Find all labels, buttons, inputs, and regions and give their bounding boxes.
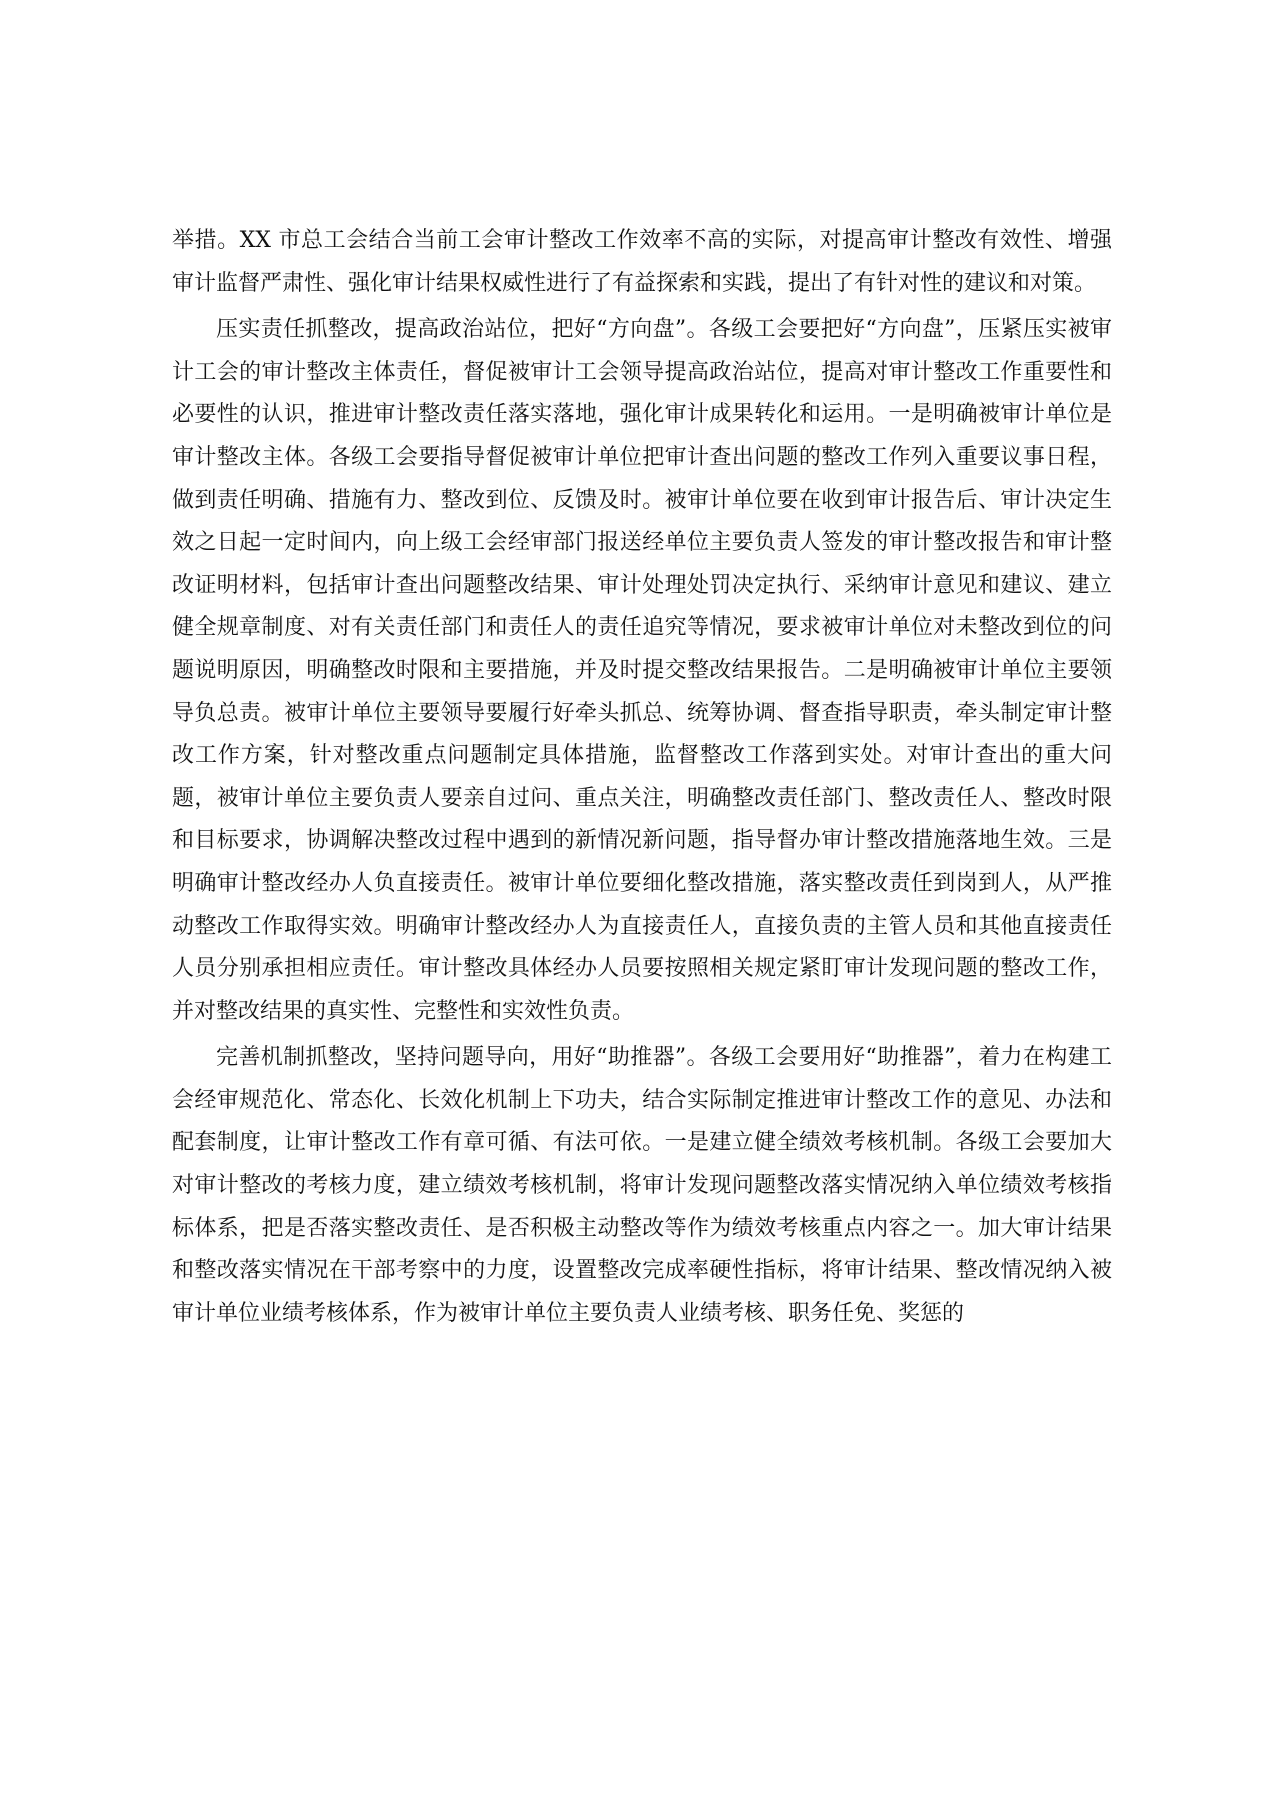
paragraph-intro-continuation: 举措。XX 市总工会结合当前工会审计整改工作效率不高的实际，对提高审计整改有效性、增强审计监督严肃性、强化审计结果权威性进行了有益探索和实践，提出了有针对性的建议和对策。 [172,228,1112,296]
paragraph-responsibility: 压实责任抓整改，提高政治站位，把好“方向盘”。各级工会要把好“方向盘”，压紧压实被审计工会的审计整改主体责任，督促被审计工会领导提高政治站位，提高对审计整改工作重要性和必要性的认识，推进审计整改责任落实落地，强化审计成果转化和运用。一是明确被审计单位是审计整改主体。各级工会要指导督促被审计单位把审计查出问题的整改工作列入重要议事日程，做到责任明确、措施有力、整改到位、反馈及时。被审计单位要在收到审计报告后、审计决定生效之日起一定时间内，向上级工会经审部门报送经单位主要负责人签发的审计整改报告和审计整改证明材料，包括审计查出问题整改结果、审计处理处罚决定执行、采纳审计意见和建议、建立健全规章制度、对有关责任部门和责任人的责任追究等情况，要求被审计单位对未整改到位的问题说明原因，明确整改时限和主要措施，并及时提交整改结果报告。二是明确被审计单位主要领导负总责。被审计单位主要领导要履行好牵头抓总、统筹协调、督查指导职责，牵头制定审计整改工作方案，针对整改重点问题制定具体措施，监督整改工作落到实处。对审计查出的重大问题，被审计单位主要负责人要亲自过问、重点关注，明确整改责任部门、整改责任人、整改时限和目标要求，协调解决整改过程中遇到的新情况新问题，指导督办审计整改措施落地生效。三是明确审计整改经办人负直接责任。被审计单位要细化整改措施，落实整改责任到岗到人，从严推动整改工作取得实效。明确审计整改经办人为直接责任人，直接负责的主管人员和其他直接责任人员分别承担相应责任。审计整改具体经办人员要按照相关规定紧盯审计发现问题的整改工作，并对整改结果的真实性、完整性和实效性负责。 [172,317,1112,1024]
document-body [172,220,1112,1339]
paragraph-mechanism: 完善机制抓整改，坚持问题导向，用好“助推器”。各级工会要用好“助推器”，着力在构建工会经审规范化、常态化、长效化机制上下功夫，结合实际制定推进审计整改工作的意见、办法和配套制度，让审计整改工作有章可循、有法可依。一是建立健全绩效考核机制。各级工会要加大对审计整改的考核力度，建立绩效考核机制，将审计发现问题整改落实情况纳入单位绩效考核指标体系，把是否落实整改责任、是否积极主动整改等作为绩效考核重点内容之一。加大审计结果和整改落实情况在干部考察中的力度，设置整改完成率硬性指标，将审计结果、整改情况纳入被审计单位业绩考核体系，作为被审计单位主要负责人业绩考核、职务任免、奖惩的 [172,1045,1112,1326]
